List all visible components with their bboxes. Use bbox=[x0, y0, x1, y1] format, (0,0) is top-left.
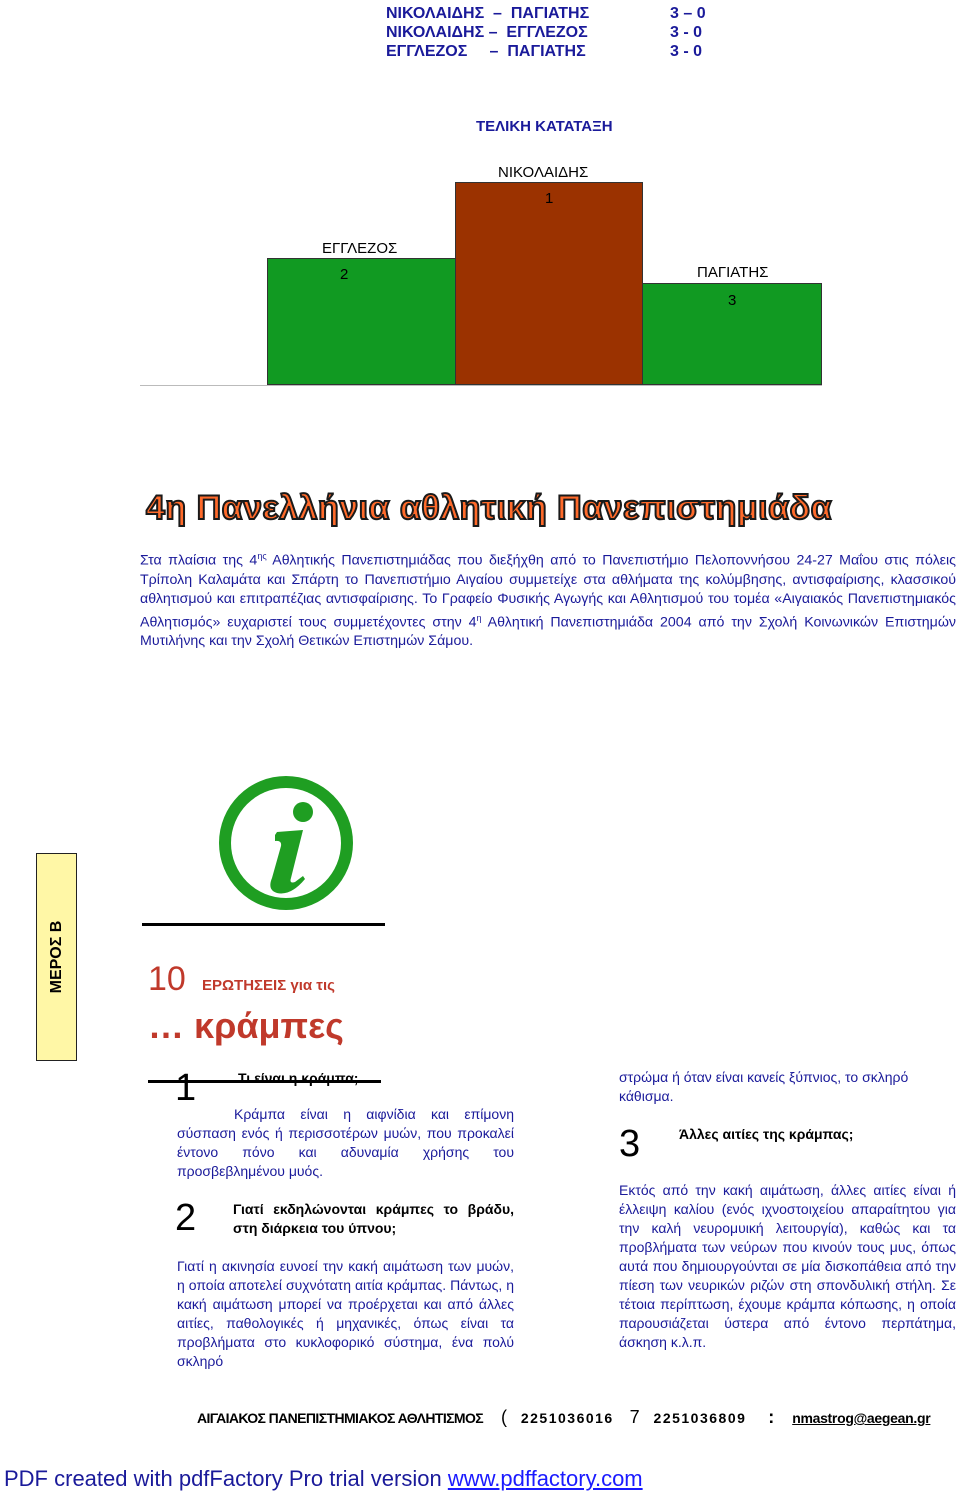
answer-text: στρώμα ή όταν είναι κανείς ξύπνιος, το σκληρό κάθισμα. bbox=[619, 1069, 909, 1104]
question-title: Τι είναι η κράμπα; bbox=[238, 1070, 359, 1086]
result-score: 3 - 0 bbox=[670, 24, 703, 41]
second-place-name: ΕΓΓΛΕΖΟΣ bbox=[322, 240, 398, 257]
first-place-number: 1 bbox=[545, 190, 554, 207]
second-place-number: 2 bbox=[340, 266, 349, 283]
pdffactory-link[interactable]: www.pdffactory.com bbox=[447, 1466, 643, 1491]
result-row bbox=[386, 5, 706, 23]
third-place-name: ΠΑΓΙΑΤΗΣ bbox=[697, 264, 769, 281]
phone-icon: ( bbox=[500, 1407, 507, 1427]
phone-number: 2251036016 bbox=[520, 1410, 614, 1426]
email-icon: : bbox=[768, 1407, 775, 1427]
podium-base bbox=[140, 385, 822, 386]
question-title: Γιατί εκδηλώνονται κράμπες το βράδυ, στη διάρκεια του ύπνου; bbox=[233, 1201, 514, 1236]
first-place-name: ΝΙΚΟΛΑΙΔΗΣ bbox=[498, 164, 589, 181]
ordinal-suffix: η bbox=[476, 612, 482, 623]
info-icon bbox=[217, 774, 355, 912]
result-score: 3 – 0 bbox=[670, 5, 706, 22]
ordinal-suffix: ης bbox=[257, 551, 267, 561]
result-match: ΕΓΓΛΕΖΟΣ – ΠΑΓΙΑΤΗΣ bbox=[386, 43, 586, 60]
result-match: ΝΙΚΟΛΑΙΔΗΣ – ΕΓΓΛΕΖΟΣ bbox=[386, 24, 588, 41]
paragraph-text: Αθλητική Πανεπιστημιάδα 2004 από την Σχολή Κοινωνικών Επιστημών Μυτιλήνης και την Σχολή Θετικών Επιστημών Σάμου. bbox=[140, 614, 956, 650]
second-place-block bbox=[267, 258, 456, 385]
question-title: Άλλες αιτίες της κράμπας; bbox=[679, 1126, 854, 1142]
result-row bbox=[386, 43, 703, 61]
paragraph-text: Στα πλαίσια της 4 bbox=[140, 552, 258, 569]
email-address[interactable]: nmastrog@aegean.gr bbox=[792, 1410, 931, 1426]
result-row bbox=[386, 24, 703, 42]
first-place-block bbox=[455, 182, 643, 385]
paragraph-text: Αθλητικής Πανεπιστημιάδας που διεξήχθη από το Πανεπιστήμιο Πελοποννήσου 24-27 Μαΐου στις πόλεις Τρίπολη Καλαμάτα και Σπάρτη το Πανεπιστήμιο Αιγαίου συμμετείχε στα αθλήματα της κολύμβησης, αντισφαίρισης, κλασσικού αθλητισμού και επιτραπέζιας αντισφαίρισης. Το Γραφείο Φυσικής Αγωγής και Αθλητισμού του τομέα «Αιγαιακός Πανεπιστημιακός Αθλητισμός» ευχαριστεί τους συμμετέχοντες στην 4 bbox=[140, 552, 956, 631]
result-match: ΝΙΚΟΛΑΙΔΗΣ – ΠΑΓΙΑΤΗΣ bbox=[386, 5, 590, 22]
footer-contact bbox=[197, 1407, 930, 1428]
questions-count: 10 bbox=[148, 960, 186, 998]
pdf-notice-text: PDF created with pdfFactory Pro trial version bbox=[4, 1466, 448, 1491]
answer-text: Εκτός από την κακή αιμάτωση, άλλες αιτίες είναι ή έλλειψη καλίου (ενός ιχνοστοιχείου απαραίτητου για την καλή νευρομυική λειτουργία), καθώς και τα προβλήματα των νεύρων που κινούν τους μυς, όπως αυτά που δημιουργούνται σε μία δισκοπάθεια από την πίεση των νευρικών ριζών στη σπονδυλική στήλη. Σε τέτοια περίπτωση, έχουμε κράμπα κόπωσης, η οποία παρουσιάζεται ύστερα από έντονο περπάτημα, άσκηση κ.λ.π. bbox=[619, 1182, 956, 1350]
topic-title: … κράμπες bbox=[148, 1005, 344, 1046]
answer-text: Γιατί η ακινησία ευνοεί την κακή αιμάτωση των μυών, η οποία αποτελεί συχνότατη αιτία κράμπας. Πάντως, η κακή αιμάτωση μπορεί να προέρχεται και από άλλες αιτίες, παθολογικές ή μηχανικές, όπως είναι τα προβλήματα στο κυκλοφορικό σύστημα, ένα πολύ σκληρό bbox=[177, 1258, 514, 1369]
part-b-label bbox=[36, 853, 77, 1061]
organization-name: ΑΙΓΑΙΑΚΟΣ ΠΑΝΕΠΙΣΤΗΜΙΑΚΟΣ ΑΘΛΗΤΙΣΜΟΣ bbox=[197, 1410, 484, 1426]
part-b-text: ΜΕΡΟΣ Β bbox=[47, 920, 65, 994]
fax-icon: 7 bbox=[629, 1407, 640, 1427]
question-number: 3 bbox=[619, 1123, 641, 1165]
question-number: 2 bbox=[175, 1197, 197, 1239]
fax-number: 2251036809 bbox=[653, 1410, 747, 1426]
ranking-title: ΤΕΛΙΚΗ ΚΑΤΑΤΑΞΗ bbox=[476, 118, 613, 135]
questions-label: ΕΡΩΤΗΣΕΙΣ για τις bbox=[202, 977, 335, 994]
answer-text: Κράμπα είναι η αιφνίδια και επίμονη σύσπαση ενός ή περισσοτέρων μυών, που προκαλεί έντονο πόνο και αδυναμία χρήσης του προσβεβλημένου μυός. bbox=[177, 1106, 514, 1179]
page-headline: 4η Πανελλήνια αθλητική Πανεπιστημιάδα bbox=[146, 489, 833, 527]
divider bbox=[142, 923, 385, 926]
pdf-notice bbox=[4, 1466, 643, 1492]
third-place-number: 3 bbox=[728, 292, 737, 309]
intro-paragraph bbox=[140, 547, 956, 651]
question-number: 1 bbox=[175, 1067, 197, 1109]
result-score: 3 - 0 bbox=[670, 43, 703, 60]
